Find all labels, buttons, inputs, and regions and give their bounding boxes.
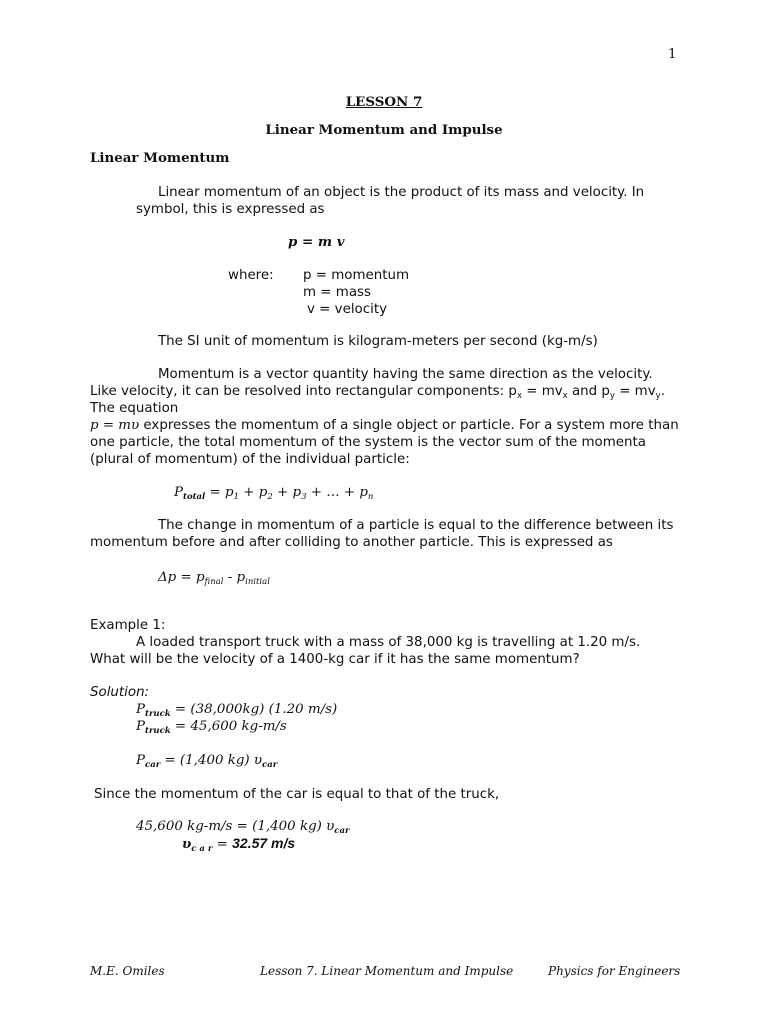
vector-line-2: Like velocity, it can be resolved into rectangular components: $p_x = mv_x$ and $p_y = mv_y$.: [90, 384, 665, 401]
example-line-1: A loaded transport truck with a mass of 38,000 kg is travelling at 1.20 m/s.: [136, 635, 641, 650]
vector-line-4: p = mυ expresses the momentum of a single object or particle. For a system more than: [90, 418, 679, 433]
si-unit-text: The SI unit of momentum is kilogram-meters per second (kg-m/s): [158, 334, 598, 349]
solution-label: Solution:: [90, 685, 150, 700]
intro-line-2: symbol, this is expressed as: [136, 202, 325, 217]
momentum-formula: p = m v: [288, 234, 345, 250]
footer-lesson: Lesson 7. Linear Momentum and Impulse: [260, 964, 514, 978]
since-text: Since the momentum of the car is equal to that of the truck,: [94, 787, 500, 802]
vector-line-1: Momentum is a vector quantity having the same direction as the velocity.: [158, 367, 653, 382]
vector-line-6: (plural of momentum) of the individual particle:: [90, 452, 410, 467]
solution-eq-4: 45,600 kg-m/s = (1,400 kg) $\upsilon_{car}$: [136, 819, 350, 836]
vector-line-5: one particle, the total momentum of the system is the vector sum of the momenta: [90, 435, 646, 450]
footer-author: M.E. Omiles: [90, 964, 165, 978]
example-label: Example 1:: [90, 618, 166, 633]
page-number: 1: [668, 47, 677, 62]
total-momentum-formula: $P_{total} = p_1 + p_2 + p_3$ + … + $p_n$: [174, 485, 374, 502]
change-line-2: momentum before and after colliding to another particle. This is expressed as: [90, 535, 613, 550]
vector-line-3: The equation: [90, 401, 179, 416]
def-mass: m = mass: [303, 285, 371, 300]
lesson-title: Linear Momentum and Impulse: [265, 122, 503, 138]
intro-line-1: Linear momentum of an object is the product of its mass and velocity. In: [158, 185, 645, 200]
solution-eq-1: $P_{truck} = (38,000kg)$ (1.20 m/s): [136, 702, 338, 719]
section-heading: Linear Momentum: [90, 150, 230, 166]
solution-eq-3: $P_{car} = (1,400$ kg) $\upsilon_{car}$: [136, 753, 278, 770]
example-line-2: What will be the velocity of a 1400-kg car if it has the same momentum?: [90, 652, 580, 667]
footer-course: Physics for Engineers: [548, 964, 681, 978]
where-label: where:: [228, 268, 274, 283]
solution-answer: $\upsilon_{c a r} = 32.57$ m/s: [182, 835, 296, 854]
solution-eq-2: $P_{truck} = 45,600$ kg-m/s: [136, 719, 287, 736]
lesson-heading: LESSON 7: [345, 94, 423, 110]
def-momentum: p = momentum: [303, 268, 410, 283]
change-line-1: The change in momentum of a particle is equal to the difference between its: [158, 518, 674, 533]
def-velocity: v = velocity: [307, 302, 387, 317]
delta-momentum-formula: $\Delta p = p_{final} - p_{initial}$: [158, 570, 270, 587]
